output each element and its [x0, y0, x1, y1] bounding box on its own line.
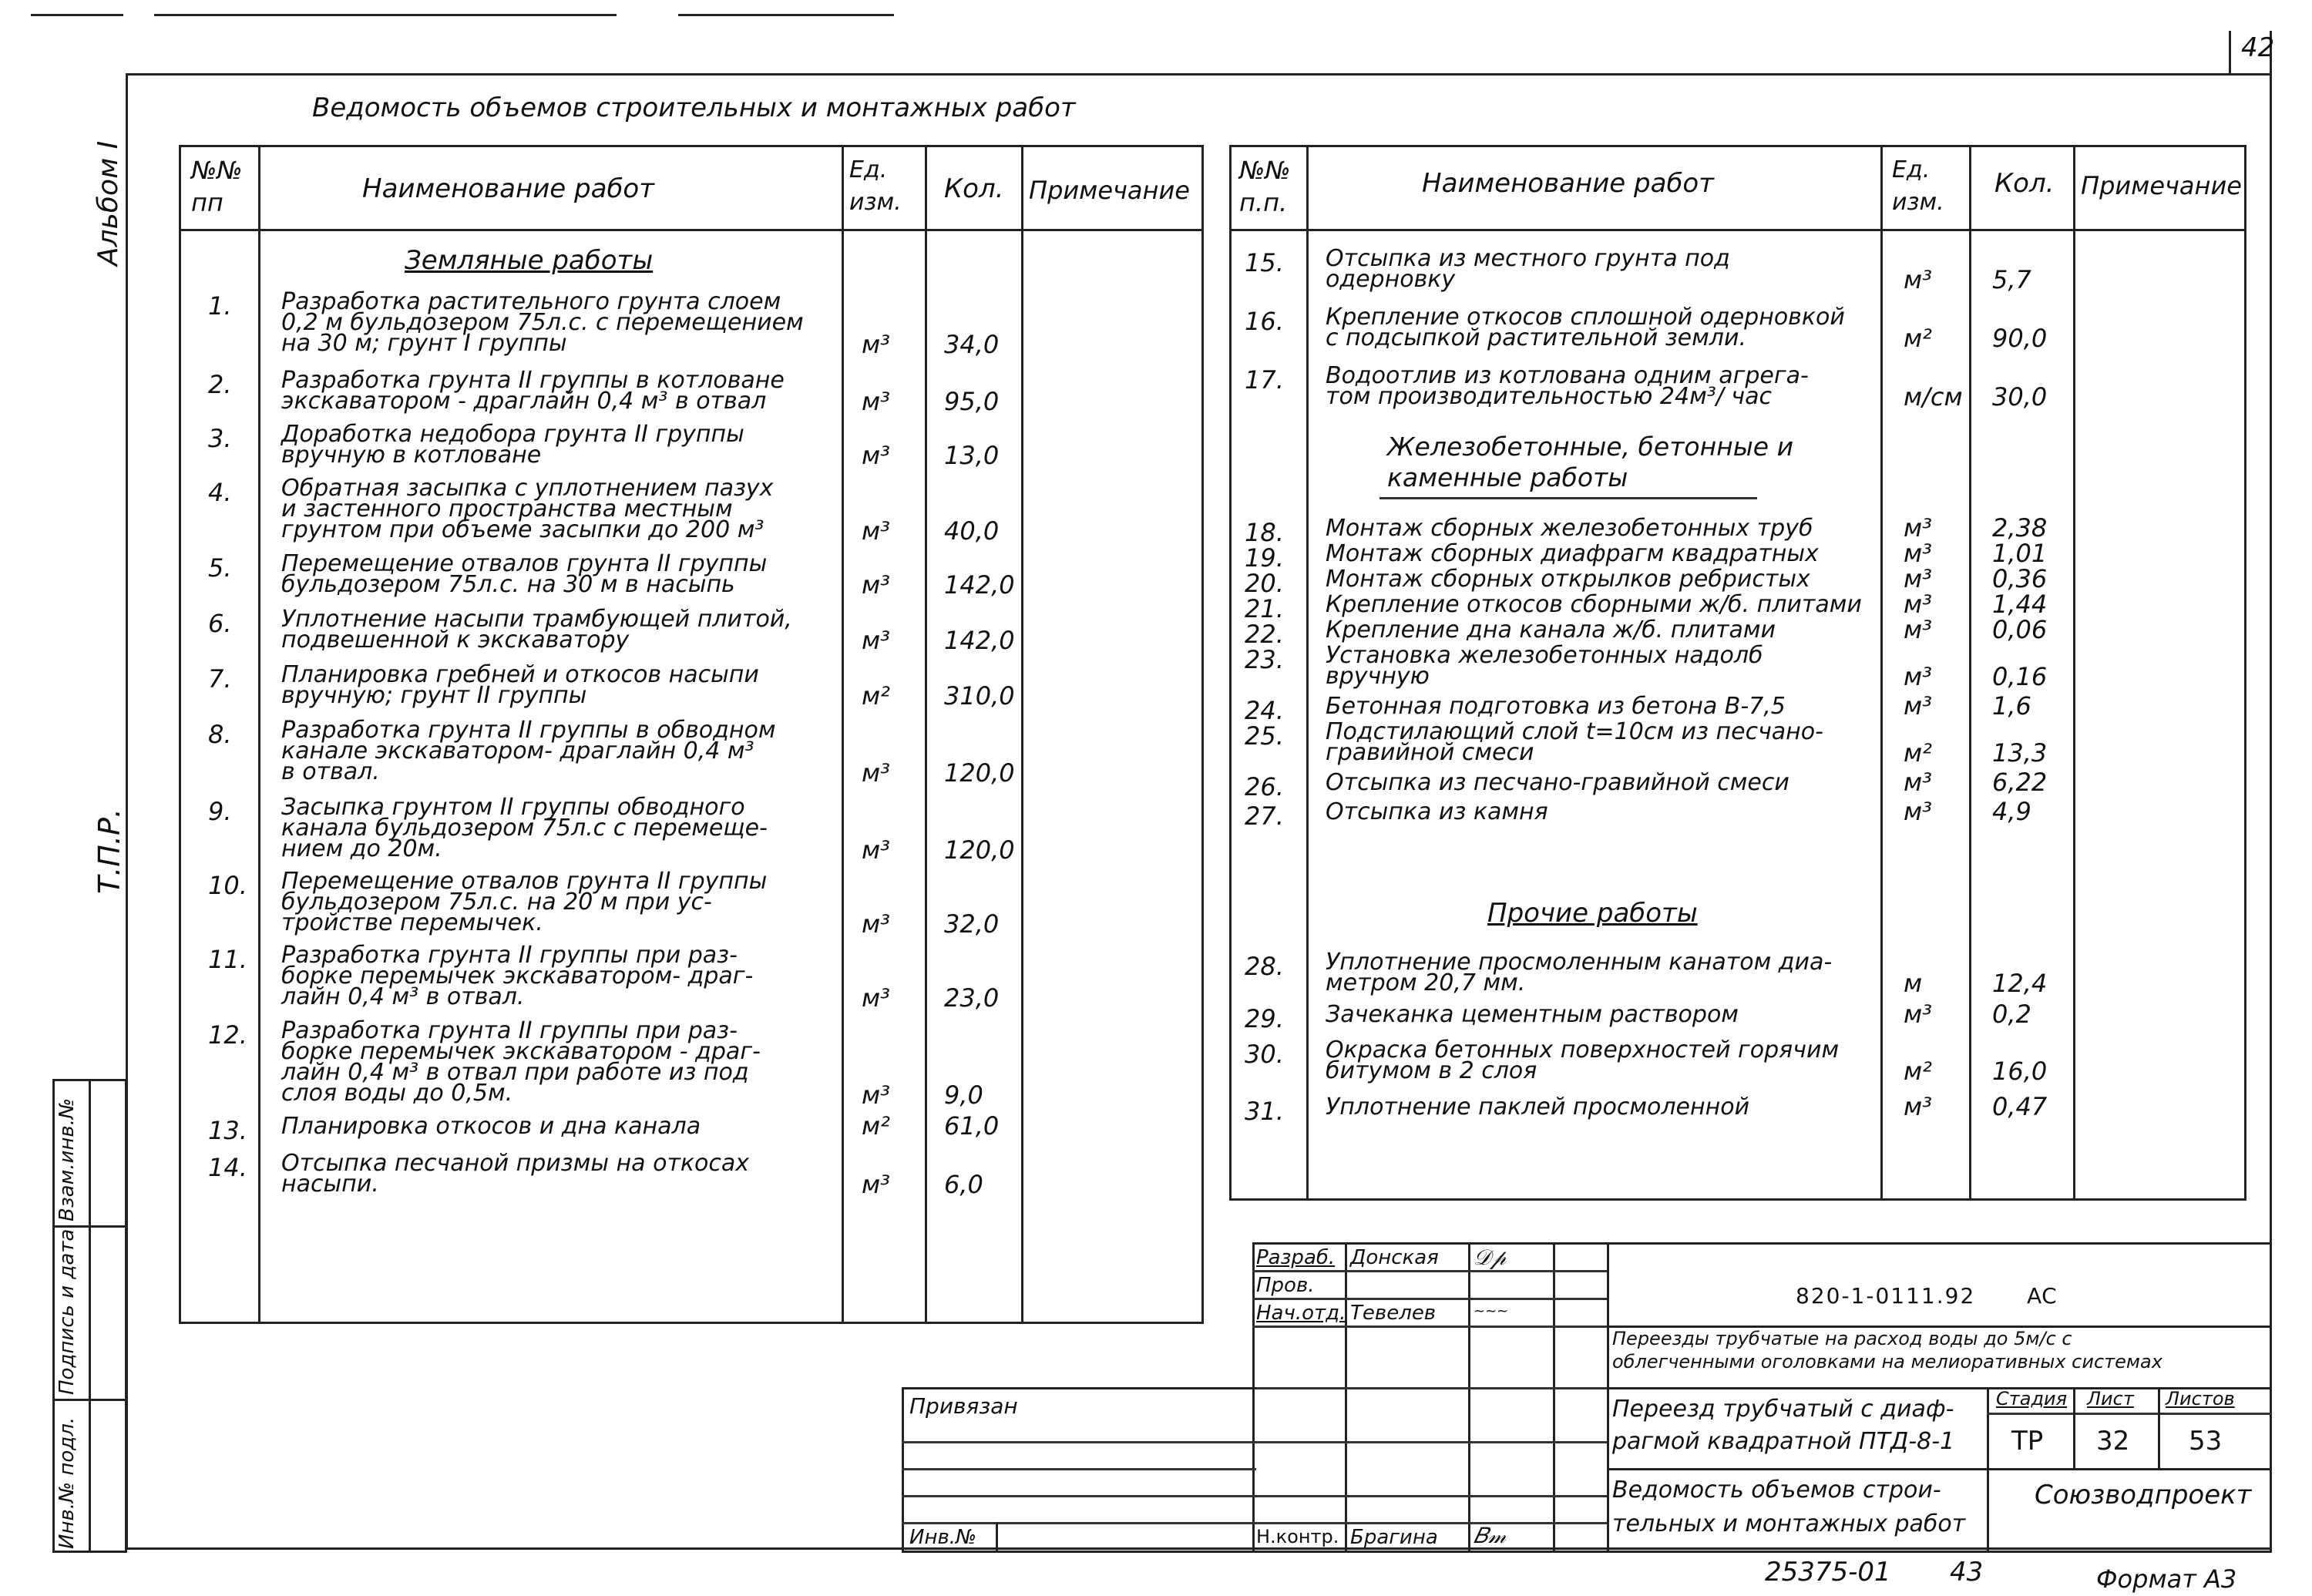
left-header-qty: Кол. [944, 173, 1004, 204]
row-unit: м³ [1904, 1000, 1932, 1029]
row-unit: м³ [1904, 513, 1932, 543]
frame-top [126, 73, 2272, 76]
row-quantity: 0,06 [1992, 615, 2048, 644]
row-description: Окраска бетонных поверхностей горячим битумом в 2 слоя [1326, 1037, 1840, 1084]
row-number: 28. [1245, 952, 1284, 981]
left-header-num: №№ пп [191, 156, 243, 217]
row-unit: м² [1904, 1057, 1932, 1086]
row-description: Отсыпка песчаной призмы на откосах насыпи. [281, 1150, 750, 1198]
right-section-c-title: Прочие работы [1487, 898, 1698, 929]
row-description: Разработка грунта II группы в котловане экскаватором - драглайн 0,4 м³ в отвал [281, 367, 785, 415]
left-col-rule [842, 145, 844, 1324]
row-description: Монтаж сборных открылков ребристых [1326, 566, 1810, 593]
priv-row-rule [902, 1468, 1256, 1470]
nach-label: Нач.отд. [1256, 1302, 1346, 1325]
nkontr-name: Брагина [1350, 1526, 1438, 1549]
priv-row-rule [902, 1495, 1256, 1497]
organization: Союзводпроект [2035, 1480, 2252, 1510]
row-unit: м³ [1904, 564, 1932, 593]
row-description: Установка железобетонных надолб вручную [1326, 642, 1763, 690]
row-number: 24. [1245, 696, 1284, 725]
right-col-rule [1306, 145, 1309, 1201]
row-number: 22. [1245, 620, 1284, 649]
row-description: Зачеканка цементным раствором [1326, 1001, 1739, 1028]
top-rule [678, 14, 894, 16]
lists-value: 53 [2189, 1426, 2223, 1457]
row-description: Разработка грунта II группы при раз- борке перемычек экскаватором - драг- лайн 0,4 м³ в отвал при работе из под слоя воды до 0,5м. [281, 1017, 761, 1107]
row-quantity: 120,0 [944, 835, 1015, 865]
row-description: Разработка грунта II группы при раз- борке перемычек экскаватором- драг- лайн 0,4 м³ в отвал. [281, 942, 754, 1010]
row-quantity: 142,0 [944, 570, 1015, 600]
archive-number: 25375-01 [1765, 1557, 1891, 1588]
row-number: 5. [208, 553, 232, 583]
margin-label-podpis: Подпись и дата [55, 1228, 79, 1395]
row-description: Планировка откосов и дна канала [281, 1113, 701, 1140]
row-number: 29. [1245, 1004, 1284, 1033]
row-description: Уплотнение паклей просмоленной [1326, 1094, 1750, 1121]
row-number: 21. [1245, 594, 1284, 623]
title-row-rule [1987, 1413, 2272, 1415]
priv-row-rule [902, 1522, 1256, 1524]
row-description: Разработка грунта II группы в обводном канале экскаватором- драглайн 0,4 м³ в отвал. [281, 717, 776, 785]
row-unit: м³ [1904, 662, 1932, 691]
row-description: Уплотнение просмоленным канатом диа- метром 20,7 мм. [1326, 949, 1833, 996]
left-header-note: Примечание [1029, 176, 1190, 205]
margin-label-inv: Инв.№ подл. [55, 1416, 79, 1549]
row-quantity: 13,3 [1992, 738, 2048, 768]
row-description: Обратная засыпка с уплотнением пазух и застенного пространства местным грунтом при объеме засыпки до 200 м³ [281, 475, 774, 543]
row-quantity: 120,0 [944, 758, 1015, 788]
row-number: 31. [1245, 1097, 1284, 1126]
row-unit: м [1904, 969, 1923, 998]
row-quantity: 13,0 [944, 441, 1000, 470]
album-label: Альбом I [92, 140, 124, 266]
row-unit: м³ [1904, 615, 1932, 644]
sheet-name: Переезд трубчатый с диаф- рагмой квадратной ПТД-8-1 [1612, 1396, 1955, 1455]
row-unit: м³ [862, 387, 890, 416]
nkontr-label: Н.контр. [1256, 1526, 1339, 1547]
page-number-box [2229, 31, 2231, 73]
doc-name: Ведомость объемов строи- тельных и монтажных работ [1612, 1477, 1966, 1537]
row-quantity: 30,0 [1992, 382, 2048, 412]
row-quantity: 95,0 [944, 387, 1000, 416]
top-rule [31, 14, 123, 16]
row-quantity: 4,9 [1992, 797, 2031, 826]
row-description: Отсыпка из песчано-гравийной смеси [1326, 769, 1789, 796]
sig-col-rule [1468, 1242, 1470, 1553]
row-number: 11. [208, 945, 247, 974]
row-number: 7. [208, 664, 232, 694]
left-col-rule [258, 145, 260, 1324]
sig-row-rule [1252, 1522, 1607, 1524]
prov-label: Пров. [1256, 1274, 1315, 1297]
row-quantity: 32,0 [944, 909, 1000, 939]
row-unit: м³ [1904, 768, 1932, 797]
right-col-rule [1880, 145, 1883, 1201]
row-description: Монтаж сборных диафрагм квадратных [1326, 540, 1819, 567]
row-description: Крепление откосов сплошной одерновкой с подсыпкой растительной земли. [1326, 304, 1845, 351]
row-number: 26. [1245, 772, 1284, 801]
margin-stamp-divider [89, 1079, 91, 1553]
left-col-rule [1021, 145, 1023, 1324]
sig-row-rule [1252, 1441, 1607, 1443]
row-quantity: 6,22 [1992, 768, 2048, 797]
row-unit: м² [862, 1111, 890, 1141]
row-number: 23. [1245, 645, 1284, 674]
row-description: Разработка растительного грунта слоем 0,2 м бульдозером 75л.с. с перемещением на 30 м; грунт I группы [281, 288, 804, 357]
row-number: 19. [1245, 543, 1284, 573]
margin-stamp-divider [52, 1225, 127, 1228]
row-quantity: 1,44 [1992, 590, 2048, 619]
row-quantity: 0,36 [1992, 564, 2048, 593]
row-unit: м³ [1904, 590, 1932, 619]
left-header-name: Наименование работ [362, 173, 655, 204]
list-value: 32 [2096, 1426, 2130, 1457]
left-table-header-rule [179, 229, 1204, 231]
right-table-header-rule [1229, 229, 2246, 231]
row-unit: м³ [862, 1080, 890, 1110]
sig-row-rule [1252, 1387, 1607, 1389]
series-label: Т.П.Р. [92, 808, 126, 894]
row-number: 3. [208, 424, 232, 453]
row-quantity: 6,0 [944, 1170, 983, 1199]
row-number: 4. [208, 478, 232, 507]
row-quantity: 0,47 [1992, 1092, 2048, 1121]
row-description: Водоотлив из котлована одним агрега- том производительностью 24м³/ час [1326, 362, 1809, 410]
series-title: Переезды трубчатые на расход воды до 5м/с с облегченными оголовками на мелиоративных системах [1612, 1328, 2162, 1373]
razrab-name: Донская [1350, 1246, 1439, 1269]
row-unit: м³ [862, 1170, 890, 1199]
row-unit: м³ [862, 441, 890, 470]
row-quantity: 2,38 [1992, 513, 2048, 543]
title-row-rule [1607, 1468, 2272, 1470]
row-number: 9. [208, 797, 232, 826]
row-unit: м³ [862, 516, 890, 546]
page-number: 42 [2241, 32, 2275, 63]
row-description: Перемещение отвалов грунта II группы бульдозером 75л.с. на 20 м при ус- тройстве перемычек. [281, 868, 768, 936]
sig-row-rule [1252, 1298, 1607, 1300]
row-quantity: 61,0 [944, 1111, 1000, 1141]
row-quantity: 1,6 [1992, 691, 2031, 721]
row-number: 1. [208, 291, 232, 321]
row-description: Доработка недобора грунта II группы вручную в котловане [281, 421, 744, 469]
nach-name: Тевелев [1350, 1302, 1437, 1325]
sig-col-rule [1345, 1242, 1347, 1553]
right-col-rule [2073, 145, 2075, 1201]
row-number: 16. [1245, 307, 1284, 336]
row-unit: м³ [862, 835, 890, 865]
row-quantity: 0,2 [1992, 1000, 2031, 1029]
row-number: 18. [1245, 518, 1284, 547]
right-header-unit: Ед. изм. [1892, 156, 1944, 216]
section-underline [1379, 497, 1757, 499]
left-section-title: Земляные работы [405, 245, 654, 276]
row-unit: м³ [862, 330, 890, 359]
row-number: 27. [1245, 801, 1284, 831]
sig-col-rule [1553, 1242, 1555, 1553]
margin-label-vzam: Взам.инв.№ [55, 1098, 79, 1221]
row-quantity: 40,0 [944, 516, 1000, 546]
sig-row-rule [1252, 1326, 1607, 1328]
doc-code: 820-1-0111.92 [1796, 1283, 1976, 1309]
row-description: Отсыпка из камня [1326, 798, 1548, 825]
row-unit: м³ [1904, 797, 1932, 826]
row-unit: м³ [862, 758, 890, 788]
nkontr-signature: 𝐵𝓂 [1474, 1523, 1507, 1548]
row-number: 14. [208, 1153, 247, 1182]
nach-signature: ~~~ [1474, 1303, 1509, 1319]
row-description: Крепление дна канала ж/б. плитами [1326, 617, 1776, 643]
row-description: Засыпка грунтом II группы обводного канала бульдозером 75л.с с перемеще- нием до 20м. [281, 794, 768, 862]
right-header-note: Примечание [2081, 171, 2242, 200]
footer-page: 43 [1950, 1557, 1984, 1588]
title-col-rule [2158, 1387, 2160, 1468]
row-unit: м/см [1904, 382, 1963, 412]
row-description: Уплотнение насыпи трамбующей плитой, подвешенной к экскаватору [281, 606, 792, 654]
format-label: Формат А3 [2096, 1564, 2237, 1594]
razrab-label: Разраб. [1256, 1246, 1336, 1269]
row-quantity: 9,0 [944, 1080, 983, 1110]
stage-value: ТР [2011, 1426, 2044, 1457]
lists-label: Листов [2166, 1388, 2235, 1410]
right-header-name: Наименование работ [1422, 168, 1715, 199]
sig-row-rule [1252, 1270, 1607, 1272]
list-label: Лист [2087, 1388, 2134, 1410]
sheet-title: Ведомость объемов строительных и монтажных работ [312, 92, 1076, 123]
row-unit: м³ [1904, 265, 1932, 294]
row-number: 17. [1245, 365, 1284, 395]
row-unit: м³ [1904, 539, 1932, 568]
row-quantity: 5,7 [1992, 265, 2031, 294]
row-description: Бетонная подготовка из бетона В-7,5 [1326, 693, 1786, 720]
priv-row-rule [902, 1441, 1256, 1443]
title-col-rule [2073, 1387, 2075, 1468]
doc-suffix: АС [2027, 1283, 2057, 1309]
row-quantity: 142,0 [944, 626, 1015, 655]
row-description: Отсыпка из местного грунта под одерновку [1326, 245, 1730, 293]
row-number: 15. [1245, 248, 1284, 277]
row-unit: м³ [862, 626, 890, 655]
row-number: 12. [208, 1020, 247, 1050]
priv-col-rule [996, 1522, 998, 1553]
row-unit: м² [862, 681, 890, 711]
row-unit: м² [1904, 324, 1932, 353]
stage-label: Стадия [1996, 1388, 2068, 1410]
row-number: 13. [208, 1116, 247, 1145]
right-header-num: №№ п.п. [1239, 156, 1291, 217]
row-description: Крепление откосов сборными ж/б. плитами [1326, 591, 1862, 618]
razrab-signature: 𝒟𝓅 [1474, 1245, 1507, 1270]
right-section-b-title: Железобетонные, бетонные и каменные работы [1387, 432, 1794, 492]
left-header-unit: Ед. изм. [849, 156, 902, 216]
row-quantity: 0,16 [1992, 662, 2048, 691]
privyazan-label: Привязан [909, 1393, 1018, 1419]
row-unit: м³ [862, 909, 890, 939]
row-number: 25. [1245, 721, 1284, 751]
right-col-rule [1969, 145, 1971, 1201]
row-description: Подстилающий слой t=10см из песчано- гравийной смеси [1326, 718, 1823, 766]
row-unit: м² [1904, 738, 1932, 768]
row-unit: м³ [862, 983, 890, 1013]
row-quantity: 12,4 [1992, 969, 2048, 998]
row-description: Планировка гребней и откосов насыпи вручную; грунт II группы [281, 661, 759, 709]
row-number: 30. [1245, 1040, 1284, 1069]
right-header-qty: Кол. [1994, 168, 2055, 199]
margin-stamp-divider [52, 1399, 127, 1401]
row-number: 2. [208, 370, 232, 399]
row-description: Перемещение отвалов грунта II группы бульдозером 75л.с. на 30 м в насыпь [281, 550, 768, 598]
row-quantity: 16,0 [1992, 1057, 2048, 1086]
row-quantity: 1,01 [1992, 539, 2048, 568]
row-unit: м³ [1904, 1092, 1932, 1121]
row-number: 8. [208, 720, 232, 749]
row-quantity: 310,0 [944, 681, 1015, 711]
sig-row-rule [1252, 1495, 1607, 1497]
row-unit: м³ [862, 570, 890, 600]
row-unit: м³ [1904, 691, 1932, 721]
row-quantity: 23,0 [944, 983, 1000, 1013]
row-number: 6. [208, 609, 232, 638]
row-description: Монтаж сборных железобетонных труб [1326, 515, 1813, 542]
inv-label: Инв.№ [909, 1526, 977, 1549]
row-quantity: 90,0 [1992, 324, 2048, 353]
left-col-rule [925, 145, 927, 1324]
row-number: 10. [208, 871, 247, 900]
top-rule [154, 14, 617, 16]
row-number: 20. [1245, 569, 1284, 598]
row-quantity: 34,0 [944, 330, 1000, 359]
